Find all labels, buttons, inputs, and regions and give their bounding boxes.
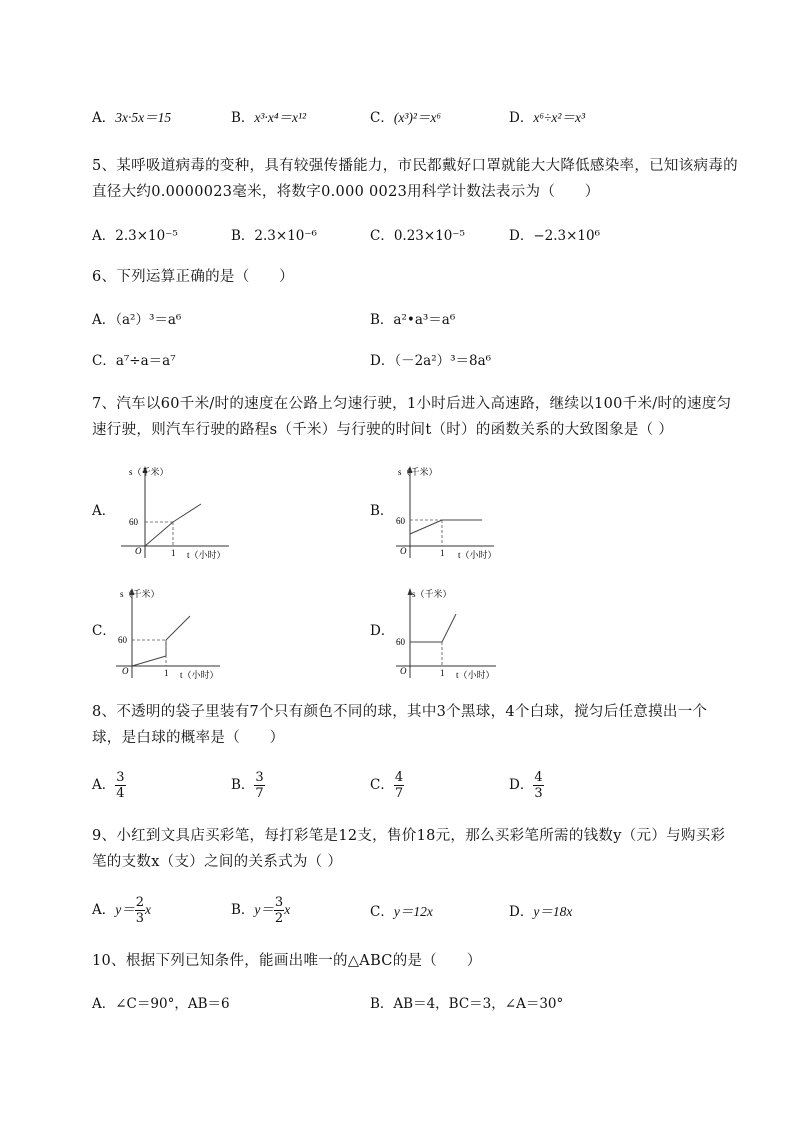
origin-label: O [400, 546, 407, 556]
x-tick-1: 1 [440, 668, 445, 678]
y-axis-label: s（千米） [412, 589, 452, 599]
y-axis-label: s（千米） [398, 467, 438, 477]
q8-option-d: D． $\frac{4}{3}$ [509, 770, 543, 801]
q9-option-b: B．y＝ $\frac{3}{2}$ x [231, 895, 291, 926]
q5-option-a: A．2.3×10⁻⁵ [92, 228, 178, 244]
q6-option-b: B．a²•a³＝a⁶ [370, 312, 456, 328]
q6-option-c: C．a⁷÷a＝a⁷ [92, 353, 176, 369]
q8-stem-line1: 8、不透明的袋子里装有7个只有颜色不同的球，其中3个黑球，4个白球，搅匀后任意摸出一个 [92, 704, 708, 720]
y-tick-60: 60 [129, 517, 138, 527]
q7-label-d: D． [370, 623, 395, 639]
x-tick-1: 1 [171, 548, 176, 558]
x-tick-1: 1 [440, 548, 445, 558]
q4-option-c: C．(x³)²＝x⁶ [370, 110, 442, 126]
y-axis-label: s（千米） [129, 467, 169, 477]
x-axis-label: t（小时） [187, 550, 226, 560]
q8-option-a: A． $\frac{3}{4}$ [92, 770, 125, 801]
q8-stem-line2: 球，是白球的概率是（ ） [92, 730, 285, 746]
q9-stem-line1: 9、小红到文具店买彩笔，每打彩笔是12支，售价18元，那么买彩笔所需的钱数y（元）与购买彩 [92, 828, 726, 844]
q7-graph-d [392, 582, 512, 686]
origin-label: O [122, 666, 129, 676]
q9-option-c: C．y＝12x [370, 904, 433, 920]
q7-label-b: B． [370, 503, 394, 519]
origin-label: O [135, 546, 142, 556]
q7-stem-line1: 7、汽车以60千米/时的速度在公路上匀速行驶，1小时后进入高速路，继续以100千米/时的速度匀 [92, 396, 732, 412]
origin-label: O [400, 666, 407, 676]
q7-graph-a [115, 462, 235, 566]
q7-label-a: A． [92, 503, 116, 519]
q10-option-b: B．AB＝4，BC＝3，∠A＝30° [370, 996, 564, 1012]
q5-option-b: B．2.3×10⁻⁶ [231, 228, 317, 244]
y-tick-60: 60 [396, 637, 405, 647]
x-axis-label: t（小时） [180, 670, 219, 680]
q9-option-d: D．y＝18x [509, 904, 573, 920]
q6-option-d: D．（－2a²）³＝8a⁶ [370, 353, 492, 369]
q9-option-a: A．y＝ $\frac{2}{3}$ x [92, 895, 152, 926]
x-tick-1: 1 [164, 668, 169, 678]
q7-label-c: C． [92, 623, 116, 639]
y-tick-60: 60 [396, 516, 405, 526]
q8-option-b: B． $\frac{3}{7}$ [231, 770, 264, 801]
q5-stem-line2: 直径大约0.0000023毫米，将数字0.000 0023用科学计数法表示为（ ） [92, 184, 600, 200]
q8-option-c: C． $\frac{4}{7}$ [370, 770, 404, 801]
q6-stem: 6、下列运算正确的是（ ） [92, 269, 294, 285]
q5-stem-line1: 5、某呼吸道病毒的变种，具有较强传播能力，市民都戴好口罩就能大大降低感染率，已知该病毒的 [92, 158, 738, 174]
q7-graph-b [390, 462, 510, 566]
q10-stem: 10、根据下列已知条件，能画出唯一的△ABC的是（ ） [92, 953, 482, 969]
q7-graph-c [110, 582, 230, 686]
q5-option-d: D．−2.3×10⁶ [509, 228, 601, 244]
y-axis-label: s（千米） [120, 589, 160, 599]
q4-option-a: A．3x·5x＝15 [92, 110, 172, 126]
q7-stem-line2: 速行驶，则汽车行驶的路程s（千米）与行驶的时间t（时）的函数关系的大致图象是（ ） [92, 422, 674, 438]
q4-option-b: B．x³·x⁴＝x¹² [231, 110, 307, 126]
q4-option-d: D．x⁶÷x²＝x³ [509, 110, 586, 126]
q5-option-c: C．0.23×10⁻⁵ [370, 228, 465, 244]
q9-stem-line2: 笔的支数x（支）之间的关系式为（ ） [92, 854, 343, 870]
y-tick-60: 60 [118, 635, 127, 645]
q6-option-a: A．（a²）³＝a⁶ [92, 312, 182, 328]
x-axis-label: t（小时） [456, 670, 495, 680]
q10-option-a: A．∠C＝90°，AB＝6 [92, 996, 230, 1012]
x-axis-label: t（小时） [458, 550, 497, 560]
